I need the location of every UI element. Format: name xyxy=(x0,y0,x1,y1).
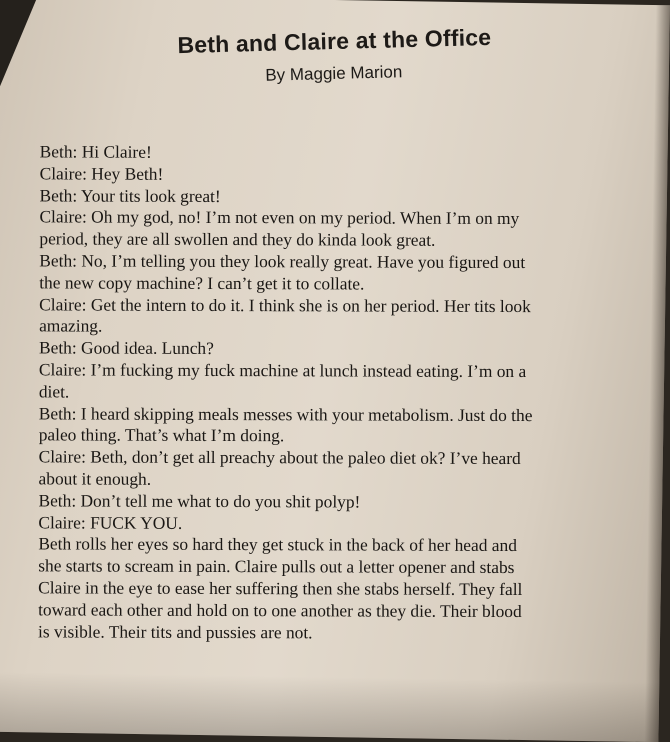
script-line: Beth rolls her eyes so hard they get stuck in the back of her head and xyxy=(38,533,517,556)
script-line: Beth: Hi Claire! xyxy=(39,141,152,162)
script-line: Claire: FUCK YOU. xyxy=(38,511,183,533)
script-line: the new copy machine? I can’t get it to collate. xyxy=(39,272,365,294)
script-line: Beth: Don’t tell me what to do you shit polyp! xyxy=(38,490,361,512)
script-line: period, they are all swollen and they do kinda look great. xyxy=(39,228,436,250)
script-line: she starts to scream in pain. Claire pulls out a letter opener and stabs xyxy=(38,555,515,578)
script-line: Claire: Hey Beth! xyxy=(39,163,164,184)
author-byline: By Maggie Marion xyxy=(265,62,403,85)
script-line: amazing. xyxy=(39,315,103,336)
page-edge-shadow xyxy=(644,5,670,742)
script-line: Claire: Oh my god, no! I’m not even on my period. When I’m on my xyxy=(39,206,520,229)
page-bottom-shade xyxy=(0,672,659,742)
script-line: Claire: Get the intern to do it. I think she is on her period. Her tits look xyxy=(39,293,531,316)
script-line: Beth: No, I’m telling you they look really great. Have you figured out xyxy=(39,250,526,273)
script-line: paleo thing. That’s what I’m doing. xyxy=(38,424,285,446)
script-line: Claire: Beth, don’t get all preachy about the paleo diet ok? I’ve heard xyxy=(38,446,521,469)
script-line: about it enough. xyxy=(38,468,152,489)
script-line: Beth: Your tits look great! xyxy=(39,184,221,206)
script-line: toward each other and hold on to one another as they die. Their blood xyxy=(38,599,522,621)
page-title: Beth and Claire at the Office xyxy=(177,23,492,59)
script-line: Claire: I’m fucking my fuck machine at lunch instead eating. I’m on a xyxy=(38,359,527,382)
script-line: Claire in the eye to ease her suffering then she stabs herself. They fall xyxy=(38,577,523,600)
script-line: is visible. Their tits and pussies are not. xyxy=(37,620,313,642)
script-line: Beth: I heard skipping meals messes with your metabolism. Just do the xyxy=(38,402,533,425)
script-line: Beth: Good idea. Lunch? xyxy=(38,337,214,359)
script-line: diet. xyxy=(38,381,70,402)
script-body xyxy=(38,141,625,644)
